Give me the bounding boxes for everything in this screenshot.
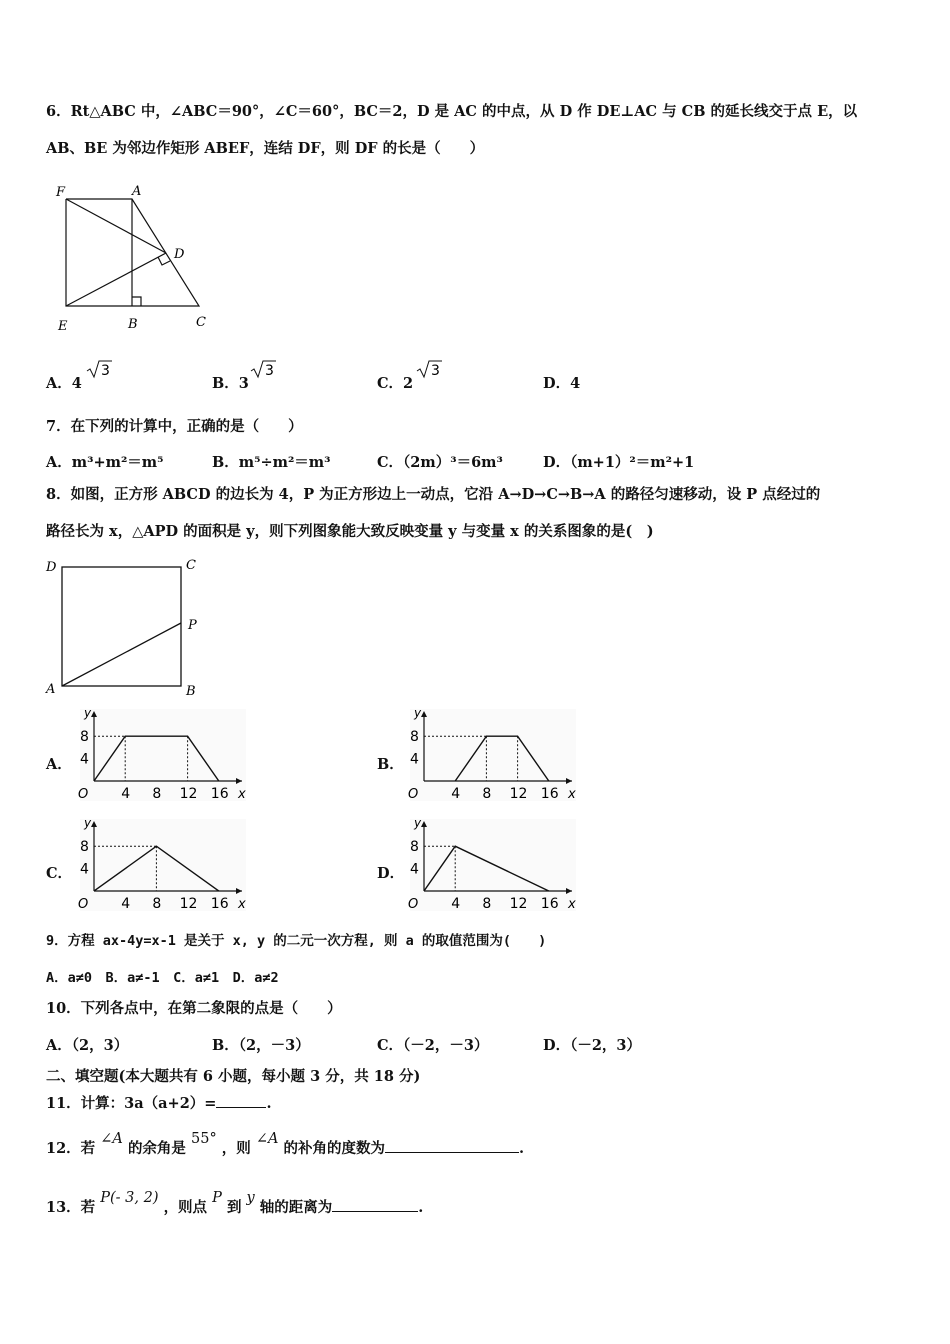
q8-option-b-letter: B． — [377, 756, 404, 773]
q8-graph-d — [400, 819, 580, 914]
q10-option-d: D．（－2，3） — [543, 1037, 642, 1054]
y-axis-label: y — [84, 819, 92, 830]
q12: 12．若 ∠A 的余角是 55° ，则 ∠A 的补角的度数为 . — [46, 1131, 525, 1157]
q10-option-b: B．（2，－3） — [212, 1037, 310, 1054]
q8-stem-line1: 8．如图，正方形 ABCD 的边长为 4，P 为正方形边上一动点，它沿 A→D→C→B→A 的路径匀速移动，设 P 点经过的 — [46, 486, 821, 503]
q6-label-b: B — [128, 317, 138, 332]
q13: 13．若 P(- 3, 2) ，则点 P 到 y 轴的距离为 . — [46, 1190, 424, 1216]
y-tick-label-8: 8 — [410, 839, 419, 856]
q7-option-a: A．m³+m²＝m⁵ — [46, 454, 164, 471]
y-axis-label: y — [414, 709, 422, 720]
q8-option-c-letter: C． — [46, 865, 73, 882]
y-tick-label-8: 8 — [80, 729, 89, 746]
q8-label-a: A — [46, 682, 56, 697]
x-axis-label: x — [568, 897, 576, 912]
x-tick-label-8: 8 — [152, 896, 162, 912]
q9-options: A．a≠0 B．a≠-1 C．a≠1 D．a≠2 — [46, 970, 279, 986]
q6-right-angle-d — [158, 257, 170, 265]
q6-stem-line2: AB、BE 为邻边作矩形 ABEF，连结 DF，则 DF 的长是（ ） — [46, 140, 485, 157]
y-tick-label-4: 4 — [80, 861, 89, 878]
x-axis-label: x — [238, 897, 246, 912]
q8-label-c: C — [186, 558, 196, 573]
origin-label: O — [408, 787, 419, 802]
x-tick-label-12: 12 — [179, 786, 198, 802]
q6-option-c-sqrt — [416, 359, 442, 379]
q8-square-figure — [42, 553, 212, 703]
y-axis-label: y — [414, 819, 422, 830]
q6-option-d: D．4 — [543, 375, 581, 392]
q11: 11．计算：3a（a+2）= . — [46, 1095, 272, 1112]
x-tick-label-12: 12 — [179, 896, 198, 912]
x-tick-label-4: 4 — [121, 896, 131, 912]
q6-stem-line1: 6．Rt△ABC 中，∠ABC＝90°，∠C＝60°，BC＝2，D 是 AC 的中点，从 D 作 DE⊥AC 与 CB 的延长线交于点 E，以 — [46, 103, 858, 120]
q8-graph-b — [400, 709, 580, 804]
q6-option-c-radicand: 3 — [431, 363, 440, 379]
x-tick-label-4: 4 — [451, 786, 461, 802]
q7-option-d: D．（m+1）²＝m²+1 — [543, 454, 695, 471]
y-tick-label-4: 4 — [410, 751, 419, 768]
x-axis-label: x — [238, 787, 246, 802]
q6-label-d: D — [174, 247, 185, 262]
q11-answer-blank[interactable] — [216, 1093, 266, 1108]
y-tick-label-4: 4 — [410, 861, 419, 878]
y-tick-label-8: 8 — [410, 729, 419, 746]
q8-segment-ap — [62, 623, 181, 686]
origin-label: O — [78, 897, 89, 912]
x-tick-label-8: 8 — [152, 786, 162, 802]
q6-segment-ed — [66, 253, 166, 306]
x-tick-label-16: 16 — [210, 896, 229, 912]
q6-option-b: B．3 — [212, 375, 249, 392]
q8-graph-a — [70, 709, 250, 804]
q7-option-c: C．（2m）³＝6m³ — [377, 454, 503, 471]
q6-label-a: A — [132, 184, 142, 199]
q12-degrees: 55° — [191, 1131, 217, 1147]
q8-option-d-letter: D． — [377, 865, 405, 882]
q8-label-p: P — [188, 618, 197, 633]
x-tick-label-4: 4 — [451, 896, 461, 912]
q6-option-c: C．2 — [377, 375, 414, 392]
x-tick-label-16: 16 — [540, 786, 559, 802]
q6-option-b-radicand: 3 — [265, 363, 274, 379]
q6-label-e: E — [58, 319, 68, 334]
q7-stem: 7．在下列的计算中，正确的是（ ） — [46, 418, 303, 435]
q10-option-c: C．（－2，－3） — [377, 1037, 489, 1054]
q10-option-a: A．（2，3） — [46, 1037, 129, 1054]
q10-stem: 10．下列各点中，在第二象限的点是（ ） — [46, 1000, 342, 1017]
q8-label-d: D — [46, 560, 57, 575]
x-tick-label-4: 4 — [121, 786, 131, 802]
q13-answer-blank[interactable] — [332, 1197, 418, 1212]
q12-angle-a-2: ∠A — [255, 1131, 279, 1147]
q6-segment-fd — [66, 199, 166, 253]
q13-p: P — [212, 1190, 222, 1206]
q6-option-b-sqrt — [250, 359, 276, 379]
q6-right-angle-b — [132, 297, 141, 306]
q6-figure — [50, 180, 220, 340]
q8-option-a-letter: A． — [46, 756, 72, 773]
q6-label-f: F — [56, 185, 66, 200]
x-tick-label-12: 12 — [509, 786, 528, 802]
q9-stem: 9．方程 ax-4y=x-1 是关于 x, y 的二元一次方程, 则 a 的取值范围为( ) — [46, 933, 547, 949]
x-axis-label: x — [568, 787, 576, 802]
x-tick-label-16: 16 — [540, 896, 559, 912]
q12-answer-blank[interactable] — [385, 1138, 519, 1153]
y-tick-label-4: 4 — [80, 751, 89, 768]
q6-option-a-sqrt — [86, 359, 112, 379]
section2-heading: 二、填空题(本大题共有 6 小题，每小题 3 分，共 18 分) — [46, 1068, 421, 1085]
y-tick-label-8: 8 — [80, 839, 89, 856]
q8-graph-c — [70, 819, 250, 914]
y-axis-label: y — [84, 709, 92, 720]
x-tick-label-8: 8 — [482, 786, 492, 802]
x-tick-label-8: 8 — [482, 896, 492, 912]
x-tick-label-12: 12 — [509, 896, 528, 912]
q12-angle-a: ∠A — [100, 1131, 123, 1147]
q8-stem-line2: 路径长为 x，△APD 的面积是 y，则下列图象能大致反映变量 y 与变量 x 的关系图象的是( ) — [46, 523, 654, 540]
q8-square — [62, 567, 181, 686]
q6-option-a: A．4 — [46, 375, 82, 392]
q6-option-a-radicand: 3 — [101, 363, 110, 379]
origin-label: O — [78, 787, 89, 802]
q13-point: P(- 3, 2) — [100, 1190, 159, 1206]
q6-label-c: C — [196, 315, 206, 330]
q7-option-b: B．m⁵÷m²＝m³ — [212, 454, 331, 471]
x-tick-label-16: 16 — [210, 786, 229, 802]
origin-label: O — [408, 897, 419, 912]
q8-label-b: B — [186, 684, 196, 699]
q13-y: y — [246, 1190, 255, 1206]
